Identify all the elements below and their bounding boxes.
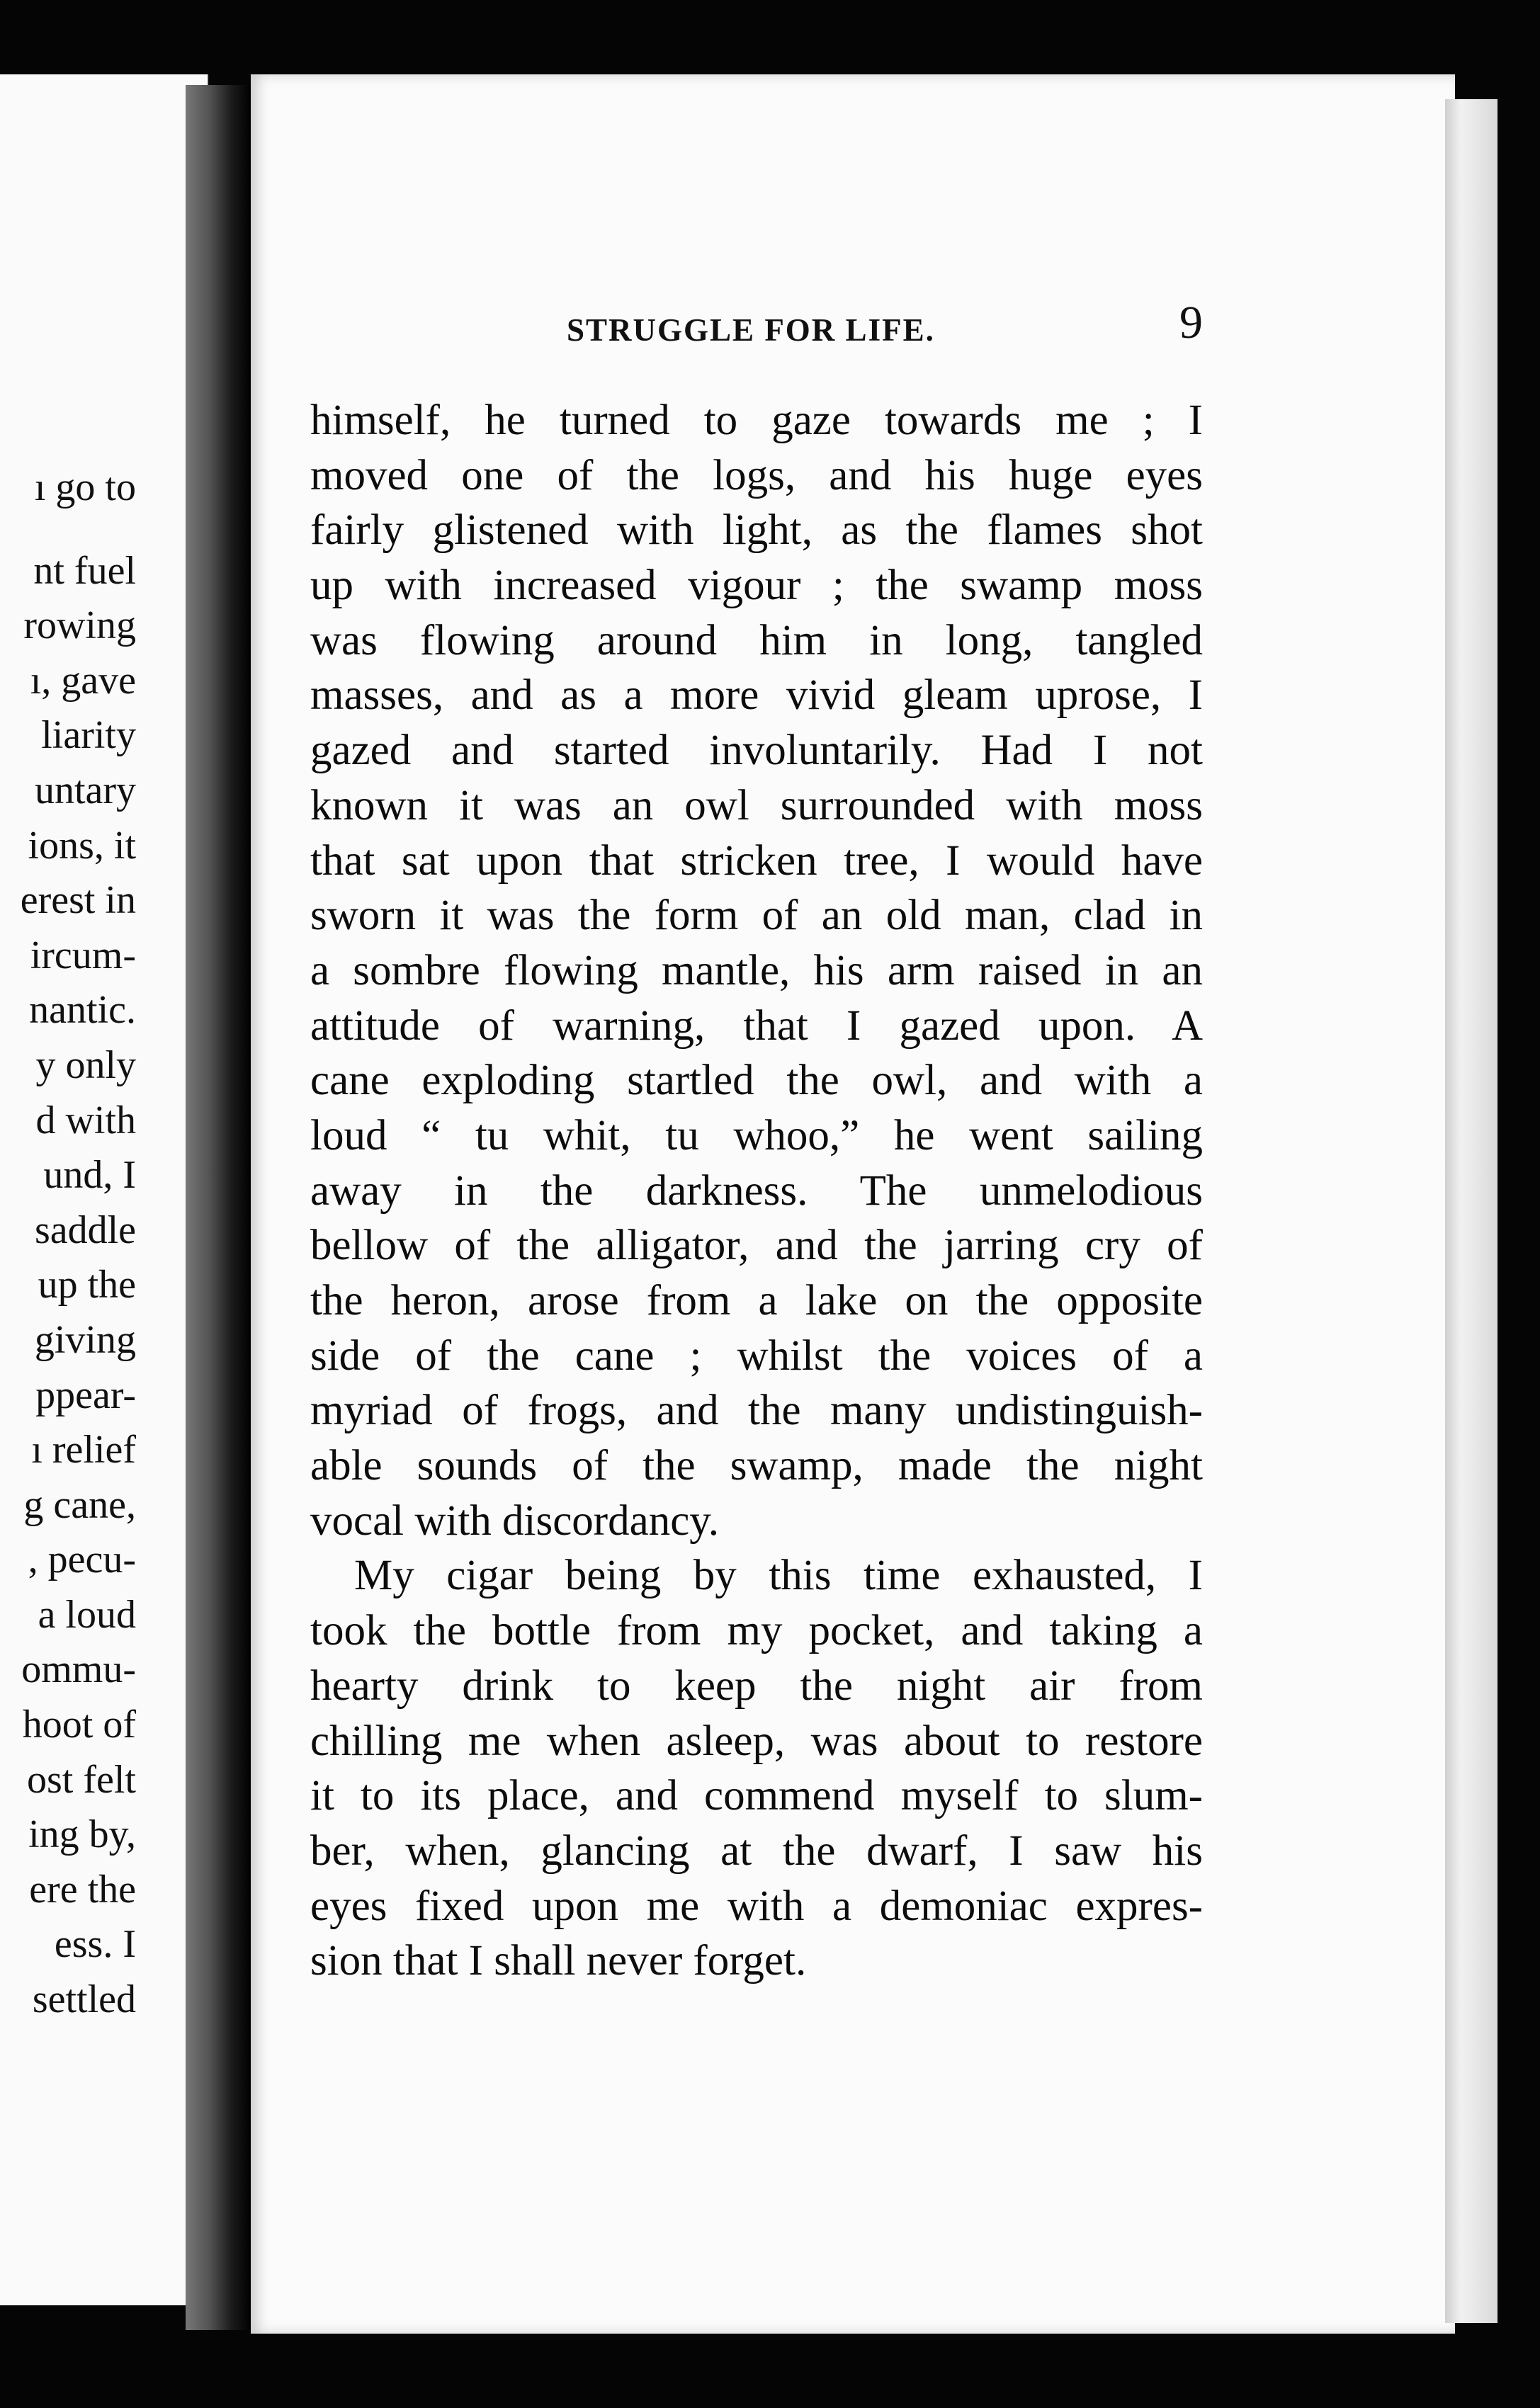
left-line: a loud — [38, 1592, 136, 1637]
left-line: und, I — [43, 1153, 136, 1198]
left-page-text — [0, 460, 136, 2028]
text-line: that sat upon that stricken tree, I would have — [310, 836, 1203, 885]
left-line: ı go to — [34, 465, 136, 509]
left-line: ing by, — [28, 1812, 136, 1857]
text-line: known it was an owl surrounded with moss — [310, 781, 1203, 829]
left-line: ommu- — [21, 1647, 136, 1692]
text-line: moved one of the logs, and his huge eyes — [310, 451, 1203, 499]
left-line: d with — [35, 1098, 136, 1142]
text-line: side of the cane ; whilst the voices of a — [310, 1331, 1203, 1380]
left-line: rowing — [23, 603, 136, 648]
left-line: settled — [32, 1977, 136, 2022]
text-line: masses, and as a more vivid gleam uprose, I — [310, 671, 1203, 720]
text-line: hearty drink to keep the night air from — [310, 1662, 1203, 1710]
left-line: ircum- — [30, 933, 136, 977]
left-line: untary — [34, 768, 136, 812]
text-line: vocal with discordancy. — [310, 1497, 720, 1545]
left-facing-page — [0, 74, 208, 2305]
page-edge — [1445, 99, 1497, 2323]
text-line: attitude of warning, that I gazed upon. A — [310, 1001, 1203, 1050]
left-line: ppear- — [35, 1373, 136, 1417]
text-line: cane exploding startled the owl, and with a — [310, 1057, 1203, 1105]
text-line: gazed and started involuntarily. Had I not — [310, 727, 1203, 775]
left-line: ı, gave — [30, 658, 136, 703]
body-text — [310, 393, 1203, 1989]
running-head: STRUGGLE FOR LIFE. — [567, 312, 935, 348]
text-line: eyes fixed upon me with a demoniac expres- — [310, 1882, 1203, 1930]
book-gutter — [186, 85, 251, 2330]
left-line: saddle — [34, 1208, 136, 1252]
text-line: himself, he turned to gaze towards me ; I — [310, 397, 1203, 444]
left-line-gap — [0, 516, 136, 544]
left-line: ess. I — [54, 1922, 136, 1967]
left-line: up the — [38, 1263, 136, 1307]
text-line: ber, when, glancing at the dwarf, I saw his — [310, 1827, 1203, 1875]
page-number: 9 — [1179, 297, 1203, 348]
text-line: bellow of the alligator, and the jarring cry of — [310, 1222, 1203, 1270]
text-line: sion that I shall never forget. — [310, 1937, 807, 1985]
left-line: ere the — [29, 1867, 136, 1912]
text-line: fairly glistened with light, as the flames shot — [310, 506, 1203, 555]
left-line: nantic. — [29, 988, 136, 1033]
text-line: it to its place, and commend myself to slum- — [310, 1772, 1203, 1820]
text-line: loud “ tu whit, tu whoo,” he went sailing — [310, 1111, 1203, 1159]
left-line: y only — [35, 1043, 136, 1087]
left-line: ı relief — [31, 1428, 136, 1472]
left-line: ions, it — [28, 823, 136, 868]
left-line: erest in — [20, 878, 136, 923]
text-line: a sombre flowing mantle, his arm raised in an — [310, 946, 1203, 994]
text-line: the heron, arose from a lake on the opposite — [310, 1277, 1203, 1324]
text-line: sworn it was the form of an old man, clad in — [310, 892, 1203, 940]
left-line: liarity — [41, 713, 136, 758]
left-line: g cane, — [23, 1482, 136, 1527]
left-line: giving — [34, 1317, 136, 1362]
left-line: hoot of — [22, 1703, 136, 1747]
text-line: away in the darkness. The unmelodious — [310, 1166, 1203, 1215]
left-line: , pecu- — [28, 1538, 136, 1582]
text-line: up with increased vigour ; the swamp moss — [310, 562, 1203, 610]
text-line: able sounds of the swamp, made the night — [310, 1442, 1203, 1490]
text-line: took the bottle from my pocket, and taking a — [310, 1607, 1203, 1655]
left-line: ost felt — [27, 1757, 136, 1802]
text-line: My cigar being by this time exhausted, I — [354, 1552, 1203, 1600]
text-line: was flowing around him in long, tangled — [310, 616, 1203, 664]
text-line: chilling me when asleep, was about to restore — [310, 1717, 1203, 1765]
left-line: nt fuel — [33, 548, 136, 593]
text-line: myriad of frogs, and the many undistinguish- — [310, 1387, 1203, 1435]
